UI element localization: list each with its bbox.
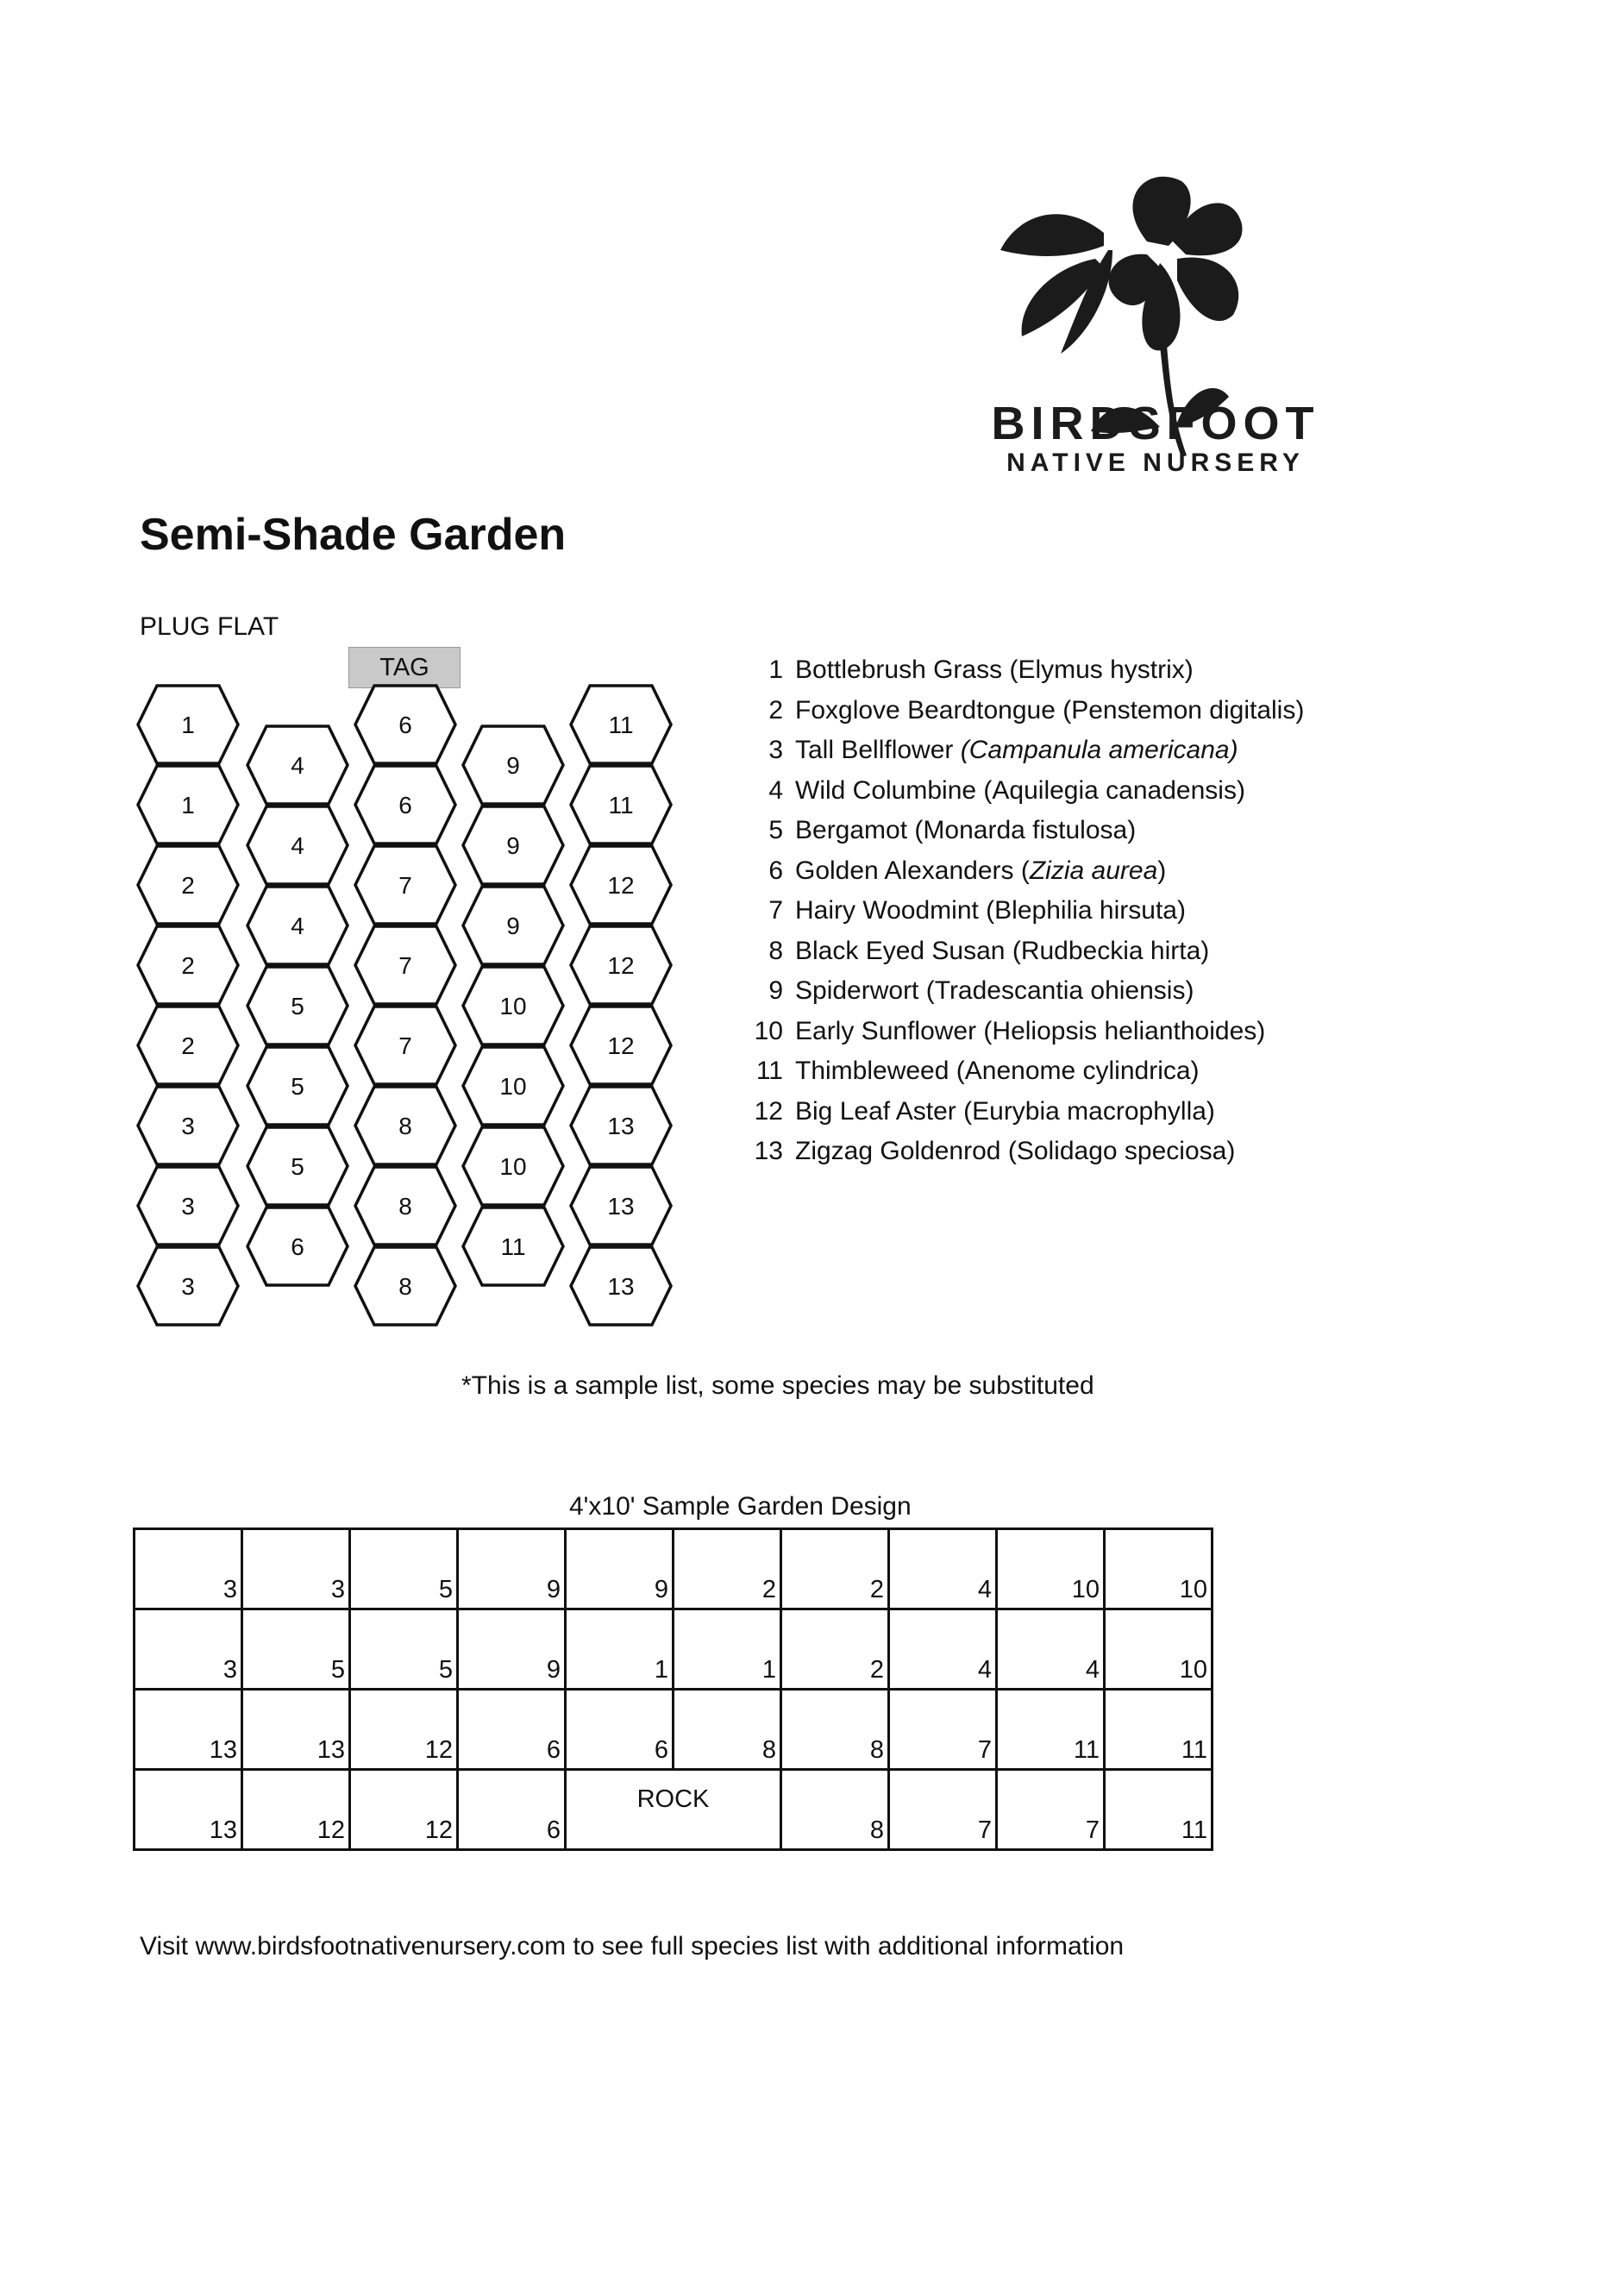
plug-cell-label: 10 [499, 1073, 527, 1100]
design-cell: 4 [997, 1609, 1105, 1690]
species-number: 3 [768, 736, 783, 764]
plug-cell-label: 11 [608, 792, 634, 819]
plug-cell [138, 1087, 238, 1164]
species-common-name: Early Sunflower [795, 1016, 977, 1045]
design-cell: 7 [997, 1770, 1105, 1850]
species-number: 10 [754, 1016, 783, 1045]
design-cell: 5 [350, 1529, 458, 1609]
design-cell: 3 [242, 1529, 350, 1609]
plug-cell [138, 846, 238, 924]
design-cell: 7 [889, 1690, 997, 1770]
plug-cell [355, 926, 455, 1004]
plug-cell [248, 887, 348, 964]
plug-cell-label: 11 [608, 712, 634, 738]
plug-cell [138, 1167, 238, 1245]
plug-cell [138, 1007, 238, 1084]
design-cell: 7 [889, 1770, 997, 1850]
species-common-name: Tall Bellflower [795, 736, 954, 764]
plug-cell-label: 8 [398, 1113, 412, 1139]
brand-subtitle: NATIVE NURSERY [1006, 449, 1305, 477]
species-common-name: Golden Alexanders [795, 856, 1014, 885]
plug-cell-label: 9 [506, 913, 520, 939]
plug-cell-label: 4 [291, 752, 304, 779]
design-title: 4'x10' Sample Garden Design [569, 1492, 912, 1521]
plug-cell [571, 1247, 671, 1325]
plug-cell [571, 766, 671, 844]
plug-cell-label: 3 [181, 1113, 195, 1139]
plug-cell-label: 1 [181, 712, 195, 738]
plug-flat-label: PLUG FLAT [140, 612, 279, 641]
species-item: 1 Bottlebrush Grass (Elymus hystrix) [742, 650, 1304, 691]
species-item: 12 Big Leaf Aster (Eurybia macrophylla) [742, 1092, 1304, 1132]
species-common-name: Zigzag Goldenrod [795, 1137, 1001, 1165]
design-cell: 4 [889, 1609, 997, 1690]
species-item: 8 Black Eyed Susan (Rudbeckia hirta) [742, 932, 1304, 972]
design-row [135, 1690, 1213, 1770]
plug-cell-label: 2 [181, 872, 195, 899]
plug-cell-label: 6 [398, 792, 412, 819]
plug-cell-label: 2 [181, 952, 195, 979]
species-scientific-name: Monarda fistulosa [923, 816, 1128, 844]
design-cell: 13 [242, 1690, 350, 1770]
species-number: 12 [754, 1096, 783, 1126]
sample-note: *This is a sample list, some species may be substituted [461, 1371, 1094, 1400]
species-common-name: Thimbleweed [795, 1057, 949, 1085]
plug-cell-label: 12 [607, 1032, 635, 1059]
plug-cell [571, 1167, 671, 1245]
design-cell: 5 [350, 1609, 458, 1690]
design-cell: 10 [1105, 1529, 1213, 1609]
species-number: 11 [755, 1057, 783, 1085]
plug-cell [355, 766, 455, 844]
design-cell: 2 [781, 1609, 889, 1690]
species-scientific-name: Heliopsis helianthoides [992, 1016, 1257, 1045]
species-item: 2 Foxglove Beardtongue (Penstemon digitalis) [742, 691, 1304, 731]
plug-cell-label: 3 [181, 1273, 195, 1300]
species-number: 7 [768, 896, 783, 925]
plug-cell [463, 1208, 563, 1285]
plug-cell [248, 1047, 348, 1125]
design-row [135, 1609, 1213, 1690]
plug-cell-label: 6 [291, 1233, 304, 1260]
garden-design-table [133, 1528, 1213, 1851]
species-item: 6 Golden Alexanders (Zizia aurea) [742, 851, 1304, 892]
species-scientific-name: Solidago speciosa [1016, 1137, 1227, 1165]
plug-cell [248, 726, 348, 804]
plug-cell-label: 10 [499, 993, 527, 1019]
rock-cell: ROCK [566, 1770, 781, 1850]
species-number: 13 [754, 1137, 783, 1165]
plug-cell-label: 9 [506, 752, 520, 779]
plug-cell [138, 926, 238, 1004]
species-scientific-name: Aquilegia canadensis [992, 775, 1237, 805]
plug-cell-label: 8 [398, 1273, 412, 1300]
species-scientific-name: Tradescantia ohiensis [934, 976, 1186, 1005]
plug-cell [355, 1247, 455, 1325]
plug-cell [463, 967, 563, 1044]
footer-note: Visit www.birdsfootnativenursery.com to see full species list with additional information [140, 1932, 1125, 1960]
design-cell: 8 [674, 1690, 781, 1770]
tag-label: TAG [348, 647, 461, 688]
design-cell: 8 [781, 1690, 889, 1770]
species-list [742, 650, 1304, 1172]
plug-cell-label: 4 [291, 913, 304, 939]
plug-cell-label: 8 [398, 1193, 412, 1220]
design-cell: 12 [350, 1690, 458, 1770]
design-cell: 13 [135, 1690, 242, 1770]
design-cell: 11 [1105, 1690, 1213, 1770]
species-item: 4 Wild Columbine (Aquilegia canadensis) [742, 771, 1304, 812]
plug-cell-label: 4 [291, 832, 304, 859]
design-cell: 6 [458, 1690, 566, 1770]
plug-cell-label: 5 [291, 1073, 304, 1100]
species-common-name: Wild Columbine [795, 775, 977, 805]
plug-cell [355, 1087, 455, 1164]
plug-cell [571, 846, 671, 924]
design-cell: 11 [1105, 1770, 1213, 1850]
plug-cell-label: 13 [607, 1113, 635, 1139]
species-number: 4 [768, 775, 783, 805]
species-scientific-name: Elymus hystrix [1018, 656, 1185, 684]
design-cell: 2 [674, 1529, 781, 1609]
plug-cell-label: 1 [181, 792, 195, 819]
plug-cell [355, 846, 455, 924]
design-cell: 3 [135, 1529, 242, 1609]
plug-cell [355, 1007, 455, 1084]
plug-cell [248, 967, 348, 1044]
plug-cell [355, 686, 455, 763]
design-cell: 10 [1105, 1609, 1213, 1690]
design-cell: 2 [781, 1529, 889, 1609]
design-cell: 12 [242, 1770, 350, 1850]
plug-cell-label: 7 [398, 952, 412, 979]
plug-cell-label: 2 [181, 1032, 195, 1059]
species-number: 6 [768, 856, 783, 885]
species-number: 9 [768, 976, 783, 1005]
design-cell: 10 [997, 1529, 1105, 1609]
species-common-name: Big Leaf Aster [795, 1096, 956, 1126]
design-cell: 3 [135, 1609, 242, 1690]
plug-cell [138, 1247, 238, 1325]
plug-cell-label: 10 [499, 1153, 527, 1180]
species-common-name: Spiderwort [795, 976, 919, 1005]
species-common-name: Bottlebrush Grass [795, 656, 1003, 684]
species-item: 10 Early Sunflower (Heliopsis helianthoides) [742, 1012, 1304, 1052]
design-cell: 5 [242, 1609, 350, 1690]
species-item: 9 Spiderwort (Tradescantia ohiensis) [742, 971, 1304, 1012]
design-cell: 12 [350, 1770, 458, 1850]
plug-cell [463, 1047, 563, 1125]
plug-cell [571, 1007, 671, 1084]
design-row [135, 1770, 1213, 1850]
plug-cell [248, 1127, 348, 1205]
design-cell: 9 [458, 1609, 566, 1690]
species-scientific-name: Campanula americana [968, 736, 1230, 764]
design-cell: 11 [997, 1690, 1105, 1770]
species-item: 5 Bergamot (Monarda fistulosa) [742, 811, 1304, 851]
design-cell: 4 [889, 1529, 997, 1609]
plug-cell-label: 13 [607, 1193, 635, 1220]
species-number: 8 [768, 936, 783, 965]
species-scientific-name: Rudbeckia hirta [1020, 936, 1201, 965]
plug-cell [248, 806, 348, 884]
species-common-name: Foxglove Beardtongue [795, 695, 1056, 725]
design-cell: 1 [566, 1609, 674, 1690]
plug-cell [463, 726, 563, 804]
species-item: 11 Thimbleweed (Anenome cylindrica) [742, 1051, 1304, 1092]
plug-cell [138, 766, 238, 844]
plug-cell [463, 1127, 563, 1205]
species-number: 2 [768, 695, 783, 725]
plug-cell-label: 9 [506, 832, 520, 859]
species-scientific-name: Anenome cylindrica [964, 1057, 1191, 1085]
plug-flat-hex-grid [121, 673, 690, 1346]
plug-cell-label: 6 [398, 712, 412, 738]
plug-cell [571, 1087, 671, 1164]
species-scientific-name: Zizia aurea [1029, 856, 1158, 885]
plug-cell-label: 7 [398, 872, 412, 899]
species-scientific-name: Blephilia hirsuta [994, 896, 1177, 925]
plug-cell-label: 7 [398, 1032, 412, 1059]
plug-cell-label: 12 [607, 872, 635, 899]
plug-cell [138, 686, 238, 763]
species-item: 3 Tall Bellflower (Campanula americana) [742, 731, 1304, 771]
design-cell: 6 [566, 1690, 674, 1770]
species-scientific-name: Penstemon digitalis [1071, 695, 1296, 725]
species-number: 1 [768, 656, 783, 684]
species-common-name: Hairy Woodmint [795, 896, 979, 925]
species-common-name: Black Eyed Susan [795, 936, 1006, 965]
plug-cell [571, 926, 671, 1004]
species-common-name: Bergamot [795, 816, 908, 844]
design-row [135, 1529, 1213, 1609]
species-scientific-name: Eurybia macrophylla [972, 1096, 1206, 1126]
plug-cell-label: 13 [607, 1273, 635, 1300]
design-cell: 13 [135, 1770, 242, 1850]
page-title: Semi-Shade Garden [140, 510, 567, 560]
species-item: 7 Hairy Woodmint (Blephilia hirsuta) [742, 891, 1304, 932]
design-cell: 6 [458, 1770, 566, 1850]
plug-cell [355, 1167, 455, 1245]
plug-cell [571, 686, 671, 763]
species-number: 5 [768, 816, 783, 844]
plug-cell-label: 5 [291, 993, 304, 1019]
plug-cell [463, 806, 563, 884]
plug-cell-label: 3 [181, 1193, 195, 1220]
design-cell: 9 [458, 1529, 566, 1609]
plug-cell [463, 887, 563, 964]
brand-name: BIRDSFOOT [991, 398, 1320, 449]
design-cell: 8 [781, 1770, 889, 1850]
design-cell: 9 [566, 1529, 674, 1609]
plug-cell [248, 1208, 348, 1285]
design-cell: 1 [674, 1609, 781, 1690]
plug-cell-label: 12 [607, 952, 635, 979]
plug-cell-label: 5 [291, 1153, 304, 1180]
plug-cell-label: 11 [500, 1233, 526, 1260]
species-item: 13 Zigzag Goldenrod (Solidago speciosa) [742, 1132, 1304, 1172]
